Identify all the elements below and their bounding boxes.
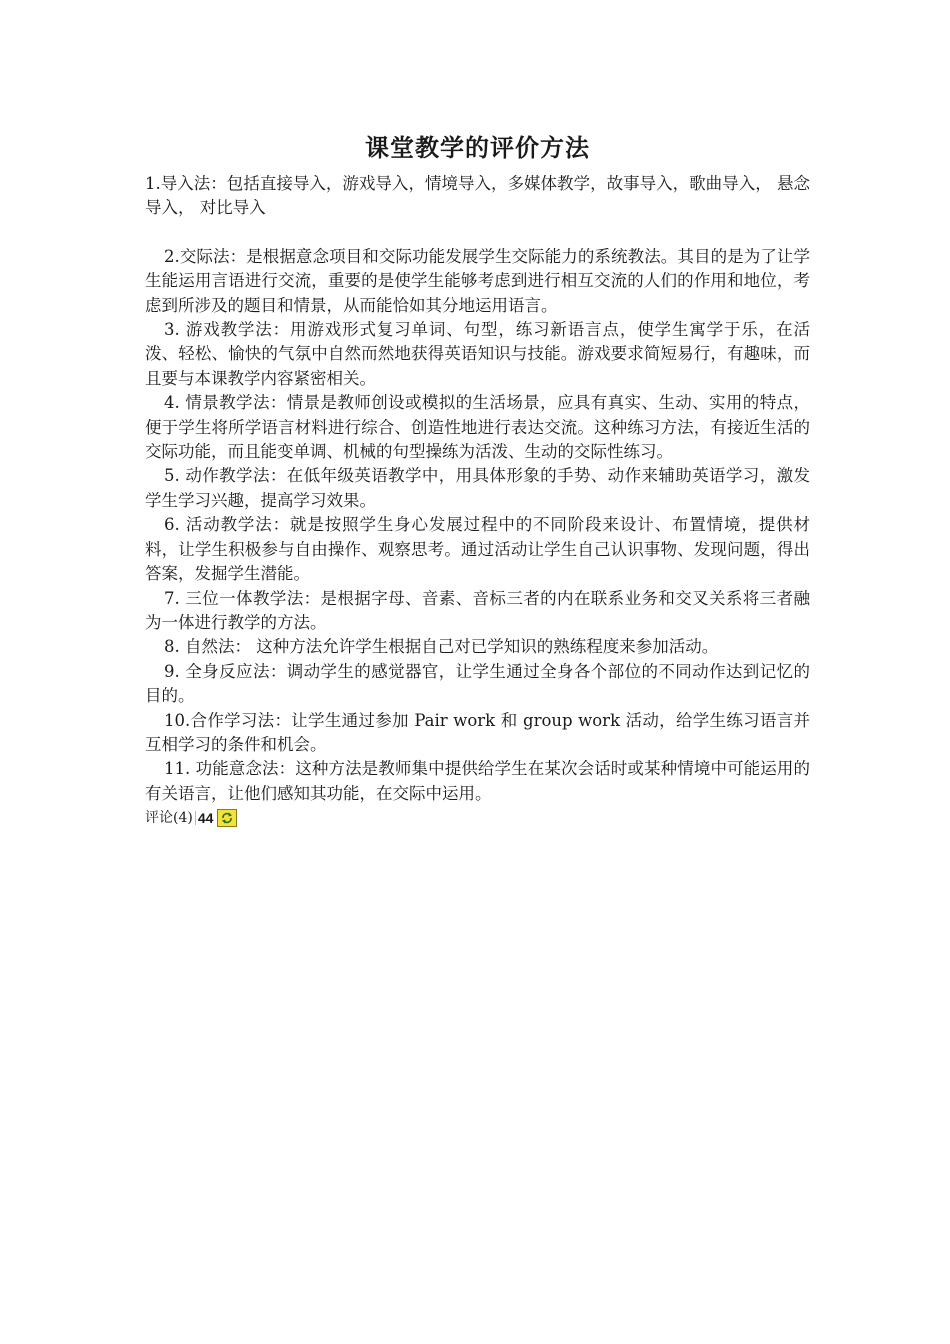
view-count: 44 — [197, 810, 214, 827]
paragraph-7: 7. 三位一体教学法：是根据字母、音素、音标三者的内在联系业务和交叉关系将三者融为一体进行教学的方法。 — [145, 588, 810, 632]
paragraph-11: 11. 功能意念法：这种方法是教师集中提供给学生在某次会话时或某种情境中可能运用的有关语言，让他们感知其功能，在交际中运用。 — [145, 759, 810, 803]
paragraph-10: 10.合作学习法：让学生通过参加 Pair work 和 group work 活动，给学生练习语言并互相学习的条件和机会。 — [145, 710, 810, 754]
document-page — [145, 128, 810, 829]
paragraph-6: 6. 活动教学法：就是按照学生身心发展过程中的不同阶段来设计、布置情境，提供材料，让学生积极参与自由操作、观察思考。通过活动让学生自己认识事物、发现问题，得出答案，发掘学生潜能。 — [145, 515, 810, 584]
paragraph-3: 3. 游戏教学法：用游戏形式复习单词、句型，练习新语言点，使学生寓学于乐，在活泼、轻松、愉快的气氛中自然而然地获得英语知识与技能。游戏要求简短易行，有趣味，而且要与本课教学内容紧密相关。 — [145, 320, 810, 388]
paragraph-9: 9. 全身反应法：调动学生的感觉器官，让学生通过全身各个部位的不同动作达到记忆的目的。 — [145, 661, 810, 706]
refresh-icon[interactable] — [217, 809, 237, 827]
paragraph-5: 5. 动作教学法：在低年级英语教学中，用具体形象的手势、动作来辅助英语学习，激发学生学习兴趣，提高学习效果。 — [145, 466, 810, 510]
comments-link[interactable]: 评论(4) — [145, 810, 193, 827]
comment-bar — [145, 807, 810, 829]
divider — [195, 811, 196, 825]
paragraph-2: 2.交际法：是根据意念项目和交际功能发展学生交际能力的系统教法。其目的是为了让学生能运用言语进行交流，重要的是使学生能够考虑到进行相互交流的人们的作用和地位，考虑到所涉及的题目和情景，从而能恰如其分地运用语言。 — [145, 246, 810, 315]
paragraph-8: 8. 自然法： 这种方法允许学生根据自己对已学知识的熟练程度来参加活动。 — [164, 637, 719, 657]
paragraph-1: 1.导入法：包括直接导入，游戏导入，情境导入，多媒体教学，故事导入，歌曲导入， 悬念导入， 对比导入 — [145, 174, 810, 218]
document-title: 课堂教学的评价方法 — [365, 133, 590, 162]
paragraph-4: 4. 情景教学法：情景是教师创设或模拟的生活场景，应具有真实、生动、实用的特点，便于学生将所学语言材料进行综合、创造性地进行表达交流。这种练习方法，有接近生活的交际功能，而且能变单调、机械的句型操练为活泼、生动的交际性练习。 — [145, 393, 810, 462]
